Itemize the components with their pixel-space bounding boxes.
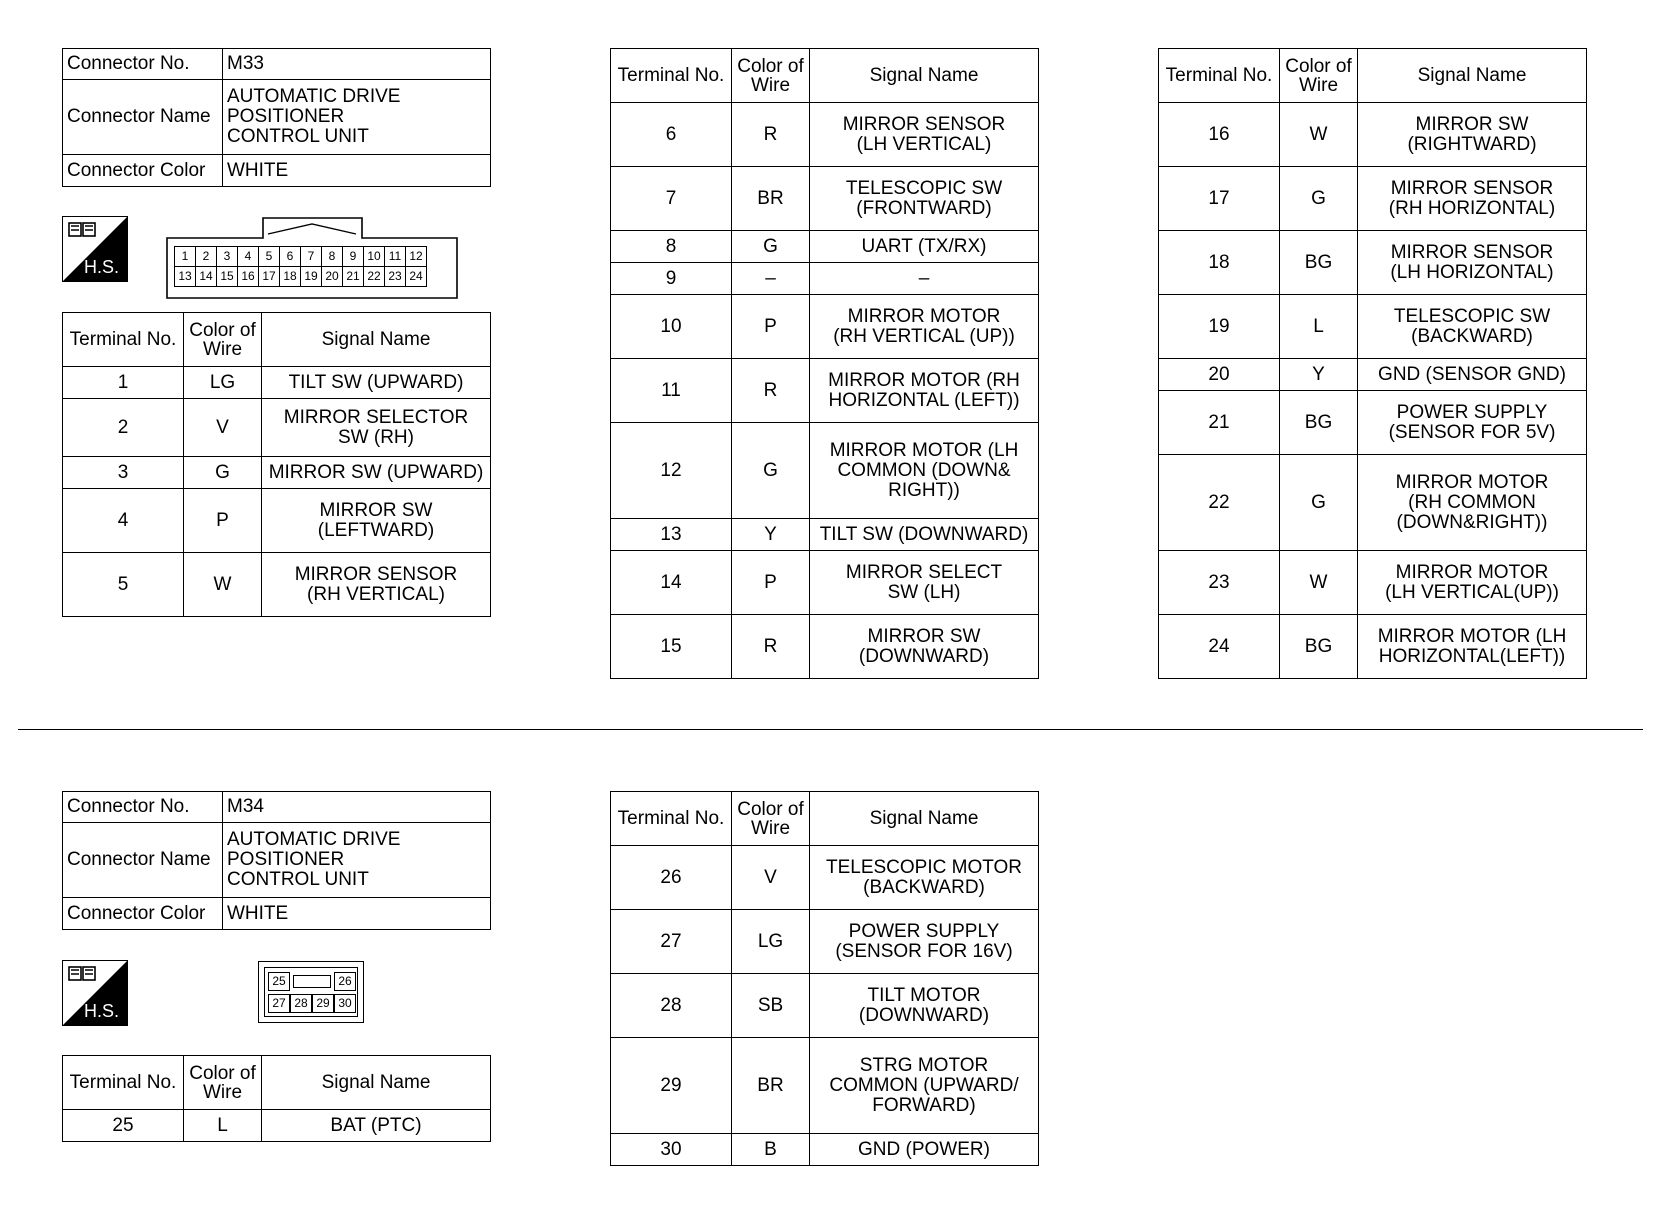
table-row [1159,295,1587,359]
terminal-no-cell: 20 [1159,359,1280,391]
m34-pin-26: 26 [334,972,356,991]
terminal-no-cell: 9 [611,263,732,295]
signal-name-cell: MIRROR MOTOR (LH VERTICAL(UP)) [1358,551,1587,615]
signal-name-cell: MIRROR SW (RIGHTWARD) [1358,103,1587,167]
signal-name-cell: MIRROR SELECTOR SW (RH) [262,399,491,457]
connector-pin: 2 [196,247,217,267]
header-terminal-no: Terminal No. [611,49,732,103]
wire-color-cell: – [732,263,810,295]
table-row [1159,551,1587,615]
m34-pin-29: 29 [312,994,334,1013]
connector-pin: 20 [322,267,343,287]
wire-color-cell: R [732,359,810,423]
table-row [611,103,1039,167]
connector-pin: 1 [175,247,196,267]
terminal-no-cell: 4 [63,489,184,553]
wire-color-cell: L [184,1110,262,1142]
connector-pin: 10 [364,247,385,267]
table-row [611,1038,1039,1134]
signal-name-cell: TELESCOPIC SW (FRONTWARD) [810,167,1039,231]
terminal-no-cell: 29 [611,1038,732,1134]
table-row [611,263,1039,295]
signal-name-cell: GND (SENSOR GND) [1358,359,1587,391]
connector-pin: 22 [364,267,385,287]
connector-pin: 5 [259,247,280,267]
terminal-no-cell: 15 [611,615,732,679]
hs-badge-label: H.S. [84,257,120,277]
terminal-no-cell: 6 [611,103,732,167]
table-row [611,519,1039,551]
terminal-no-cell: 10 [611,295,732,359]
connector-pin: 18 [280,267,301,287]
header-color-of-wire: Color of Wire [184,1056,262,1110]
connector-pin: 3 [217,247,238,267]
header-terminal-no: Terminal No. [1159,49,1280,103]
connector-pin: 19 [301,267,322,287]
table-row [611,359,1039,423]
table-row [611,295,1039,359]
signal-name-cell: MIRROR SENSOR (RH HORIZONTAL) [1358,167,1587,231]
signal-name-cell: TELESCOPIC SW (BACKWARD) [1358,295,1587,359]
header-terminal-no: Terminal No. [611,792,732,846]
header-signal-name: Signal Name [810,49,1039,103]
label-connector-color: Connector Color [63,155,223,187]
table-row [611,167,1039,231]
signal-name-cell: MIRROR SENSOR (RH VERTICAL) [262,553,491,617]
m33-connector-color: WHITE [223,155,491,187]
table-row [63,1110,491,1142]
wire-color-cell: G [732,231,810,263]
signal-name-cell: TILT SW (DOWNWARD) [810,519,1039,551]
terminal-no-cell: 1 [63,367,184,399]
table-row [611,423,1039,519]
table-row [1159,391,1587,455]
table-row [1159,359,1587,391]
signal-name-cell: – [810,263,1039,295]
label-connector-color: Connector Color [63,898,223,930]
signal-name-cell: GND (POWER) [810,1134,1039,1166]
m33-connector-face-diagram [166,216,458,300]
signal-name-cell: POWER SUPPLY (SENSOR FOR 16V) [810,910,1039,974]
terminal-no-cell: 22 [1159,455,1280,551]
header-signal-name: Signal Name [262,313,491,367]
signal-name-cell: MIRROR SW (UPWARD) [262,457,491,489]
table-row [611,231,1039,263]
wire-color-cell: B [732,1134,810,1166]
signal-name-cell: TELESCOPIC MOTOR (BACKWARD) [810,846,1039,910]
terminal-no-cell: 14 [611,551,732,615]
hs-badge-label: H.S. [84,1001,120,1021]
table-row [63,489,491,553]
wire-color-cell: R [732,103,810,167]
connector-pin: 4 [238,247,259,267]
header-color-of-wire: Color of Wire [732,792,810,846]
wire-color-cell: G [732,423,810,519]
signal-name-cell: TILT SW (UPWARD) [262,367,491,399]
signal-name-cell: BAT (PTC) [262,1110,491,1142]
connector-pin: 8 [322,247,343,267]
connector-pin: 17 [259,267,280,287]
signal-name-cell: MIRROR MOTOR (LH COMMON (DOWN& RIGHT)) [810,423,1039,519]
terminal-no-cell: 18 [1159,231,1280,295]
wire-color-cell: W [1280,103,1358,167]
table-row [63,367,491,399]
connector-pin: 6 [280,247,301,267]
table-row [63,457,491,489]
wire-color-cell: BR [732,1038,810,1134]
terminal-no-cell: 8 [611,231,732,263]
label-connector-name: Connector Name [63,80,223,155]
connector-pin: 11 [385,247,406,267]
m34-connector-no: M34 [223,792,491,823]
m33-pin-grid [174,246,427,287]
table-row [611,974,1039,1038]
table-row [1159,231,1587,295]
terminal-no-cell: 26 [611,846,732,910]
wire-color-cell: V [732,846,810,910]
m33-terminal-table-2 [610,48,1039,679]
terminal-no-cell: 17 [1159,167,1280,231]
wire-color-cell: G [1280,455,1358,551]
table-row [611,1134,1039,1166]
terminal-no-cell: 21 [1159,391,1280,455]
table-row [1159,615,1587,679]
header-color-of-wire: Color of Wire [732,49,810,103]
wire-color-cell: G [1280,167,1358,231]
m34-connector-key [293,975,331,988]
terminal-no-cell: 3 [63,457,184,489]
wire-color-cell: P [732,295,810,359]
signal-name-cell: MIRROR MOTOR (LH HORIZONTAL(LEFT)) [1358,615,1587,679]
terminal-no-cell: 13 [611,519,732,551]
header-terminal-no: Terminal No. [63,313,184,367]
table-row [611,846,1039,910]
wire-color-cell: V [184,399,262,457]
signal-name-cell: MIRROR SENSOR (LH VERTICAL) [810,103,1039,167]
connector-pin: 13 [175,267,196,287]
label-connector-name: Connector Name [63,823,223,898]
signal-name-cell: STRG MOTOR COMMON (UPWARD/ FORWARD) [810,1038,1039,1134]
wire-color-cell: W [1280,551,1358,615]
connector-pin: 16 [238,267,259,287]
signal-name-cell: MIRROR MOTOR (RH COMMON (DOWN&RIGHT)) [1358,455,1587,551]
header-signal-name: Signal Name [262,1056,491,1110]
label-connector-no: Connector No. [63,49,223,80]
wire-color-cell: BG [1280,615,1358,679]
wire-color-cell: BR [732,167,810,231]
terminal-no-cell: 16 [1159,103,1280,167]
header-signal-name: Signal Name [1358,49,1587,103]
signal-name-cell: MIRROR SW (LEFTWARD) [262,489,491,553]
wire-color-cell: BG [1280,231,1358,295]
table-row [63,399,491,457]
table-row [1159,455,1587,551]
table-row [611,615,1039,679]
m33-connector-name: AUTOMATIC DRIVE POSITIONER CONTROL UNIT [223,80,491,155]
m34-connector-face-diagram [258,961,364,1023]
signal-name-cell: MIRROR MOTOR (RH HORIZONTAL (LEFT)) [810,359,1039,423]
connector-pin: 9 [343,247,364,267]
wire-color-cell: SB [732,974,810,1038]
m34-pin-25: 25 [268,972,290,991]
wire-color-cell: Y [732,519,810,551]
connector-pin: 12 [406,247,427,267]
m33-terminal-table-1 [62,312,491,617]
wire-color-cell: R [732,615,810,679]
terminal-no-cell: 25 [63,1110,184,1142]
m34-terminal-table-2 [610,791,1039,1166]
m34-connector-name: AUTOMATIC DRIVE POSITIONER CONTROL UNIT [223,823,491,898]
signal-name-cell: MIRROR MOTOR (RH VERTICAL (UP)) [810,295,1039,359]
m33-connector-no: M33 [223,49,491,80]
wire-color-cell: P [732,551,810,615]
table-row [63,553,491,617]
wire-color-cell: G [184,457,262,489]
table-row [611,910,1039,974]
terminal-no-cell: 19 [1159,295,1280,359]
wire-color-cell: BG [1280,391,1358,455]
connector-pin: 7 [301,247,322,267]
label-connector-no: Connector No. [63,792,223,823]
signal-name-cell: MIRROR SELECT SW (LH) [810,551,1039,615]
header-terminal-no: Terminal No. [63,1056,184,1110]
wire-color-cell: L [1280,295,1358,359]
terminal-no-cell: 2 [63,399,184,457]
connector-pin: 15 [217,267,238,287]
signal-name-cell: TILT MOTOR (DOWNWARD) [810,974,1039,1038]
m34-connector-info [62,791,491,930]
header-signal-name: Signal Name [810,792,1039,846]
terminal-no-cell: 11 [611,359,732,423]
harness-side-badge-icon [62,216,128,282]
connector-pin: 23 [385,267,406,287]
terminal-no-cell: 23 [1159,551,1280,615]
section-divider [18,729,1643,730]
m34-terminal-table-1 [62,1055,491,1142]
terminal-no-cell: 30 [611,1134,732,1166]
terminal-no-cell: 27 [611,910,732,974]
connector-pin: 21 [343,267,364,287]
terminal-no-cell: 12 [611,423,732,519]
signal-name-cell: MIRROR SENSOR (LH HORIZONTAL) [1358,231,1587,295]
m33-connector-info [62,48,491,187]
wire-color-cell: Y [1280,359,1358,391]
signal-name-cell: POWER SUPPLY (SENSOR FOR 5V) [1358,391,1587,455]
harness-side-badge-icon [62,960,128,1026]
connector-pin: 24 [406,267,427,287]
m34-pin-28: 28 [290,994,312,1013]
connector-pin: 14 [196,267,217,287]
wire-color-cell: LG [732,910,810,974]
header-color-of-wire: Color of Wire [1280,49,1358,103]
header-color-of-wire: Color of Wire [184,313,262,367]
terminal-no-cell: 5 [63,553,184,617]
terminal-no-cell: 7 [611,167,732,231]
table-row [1159,167,1587,231]
m34-connector-color: WHITE [223,898,491,930]
signal-name-cell: UART (TX/RX) [810,231,1039,263]
signal-name-cell: MIRROR SW (DOWNWARD) [810,615,1039,679]
m33-terminal-table-3 [1158,48,1587,679]
wire-color-cell: LG [184,367,262,399]
wire-color-cell: P [184,489,262,553]
wire-color-cell: W [184,553,262,617]
m34-pin-27: 27 [268,994,290,1013]
table-row [1159,103,1587,167]
table-row [611,551,1039,615]
m34-pin-30: 30 [334,994,356,1013]
terminal-no-cell: 28 [611,974,732,1038]
terminal-no-cell: 24 [1159,615,1280,679]
